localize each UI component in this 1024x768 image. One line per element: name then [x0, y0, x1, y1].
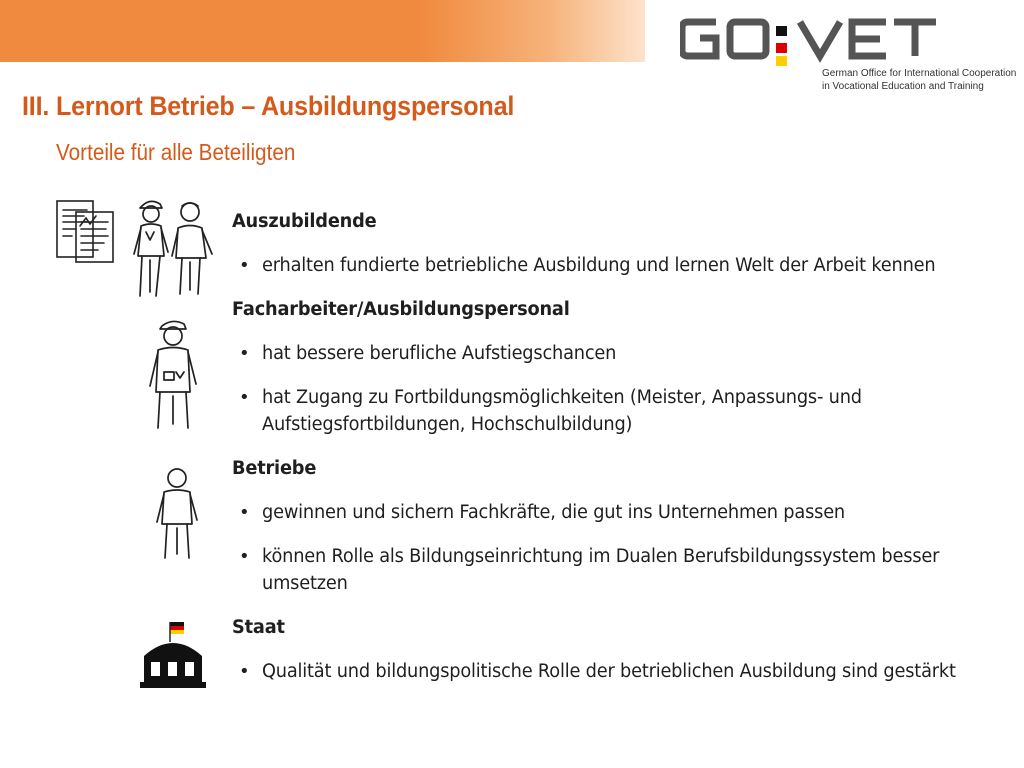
benefits-list	[232, 208, 1012, 702]
group-betriebe	[232, 455, 1012, 597]
list-item-text: gewinnen und sichern Fachkräfte, die gut ins Unternehmen passen	[262, 502, 846, 523]
list-item-text: erhalten fundierte betriebliche Ausbildung und lernen Welt der Arbeit kennen	[262, 255, 936, 276]
documents-icon	[54, 198, 116, 264]
govet-logo	[680, 18, 1017, 98]
list-item-text: können Rolle als Bildungseinrichtung im Dualen Berufsbildungssystem besser umsetzen	[262, 546, 940, 594]
group-facharbeiter	[232, 296, 1012, 438]
page-title: III. Lernort Betrieb – Ausbildungspersonal	[22, 91, 515, 121]
list-item-text: hat bessere berufliche Aufstiegschancen	[262, 343, 617, 364]
list-item	[232, 252, 1012, 279]
list-item	[232, 499, 1012, 526]
list-item	[232, 384, 1012, 438]
group-staat	[232, 614, 1012, 685]
logo-subtitle-line1: German Office for International Cooperation	[822, 68, 1017, 79]
list-item	[232, 658, 1012, 685]
list-item	[232, 340, 1012, 367]
bullet-list	[232, 499, 1012, 597]
group-auszubildende	[232, 208, 1012, 279]
bullet-list	[232, 658, 1012, 685]
page-subtitle: Vorteile für alle Beteiligten	[56, 139, 296, 165]
trainees-icon	[126, 196, 218, 300]
list-item-text: hat Zugang zu Fortbildungsmöglichkeiten (Meister, Anpassungs- und Aufstiegsfortbildungen, Hochschulbildung)	[262, 387, 862, 435]
header-accent-bar	[0, 0, 645, 62]
list-item-text: Qualität und bildungspolitische Rolle der betrieblichen Ausbildung sind gestärkt	[262, 661, 956, 682]
logo-subtitle-line2: in Vocational Education and Training	[822, 80, 984, 92]
company-person-icon	[154, 466, 200, 562]
group-title: Betriebe	[232, 458, 317, 479]
bullet-list	[232, 340, 1012, 438]
group-title: Facharbeiter/Ausbildungspersonal	[232, 299, 570, 320]
list-item	[232, 543, 1012, 597]
logo-subtitle	[822, 68, 1016, 93]
skilled-worker-icon	[146, 316, 202, 432]
govet-logo-wordmark	[680, 18, 980, 64]
group-title: Staat	[232, 617, 285, 638]
bullet-list	[232, 252, 1012, 279]
state-building-icon	[138, 620, 208, 690]
group-title: Auszubildende	[232, 211, 377, 232]
german-flag-bar-icon	[776, 56, 787, 78]
